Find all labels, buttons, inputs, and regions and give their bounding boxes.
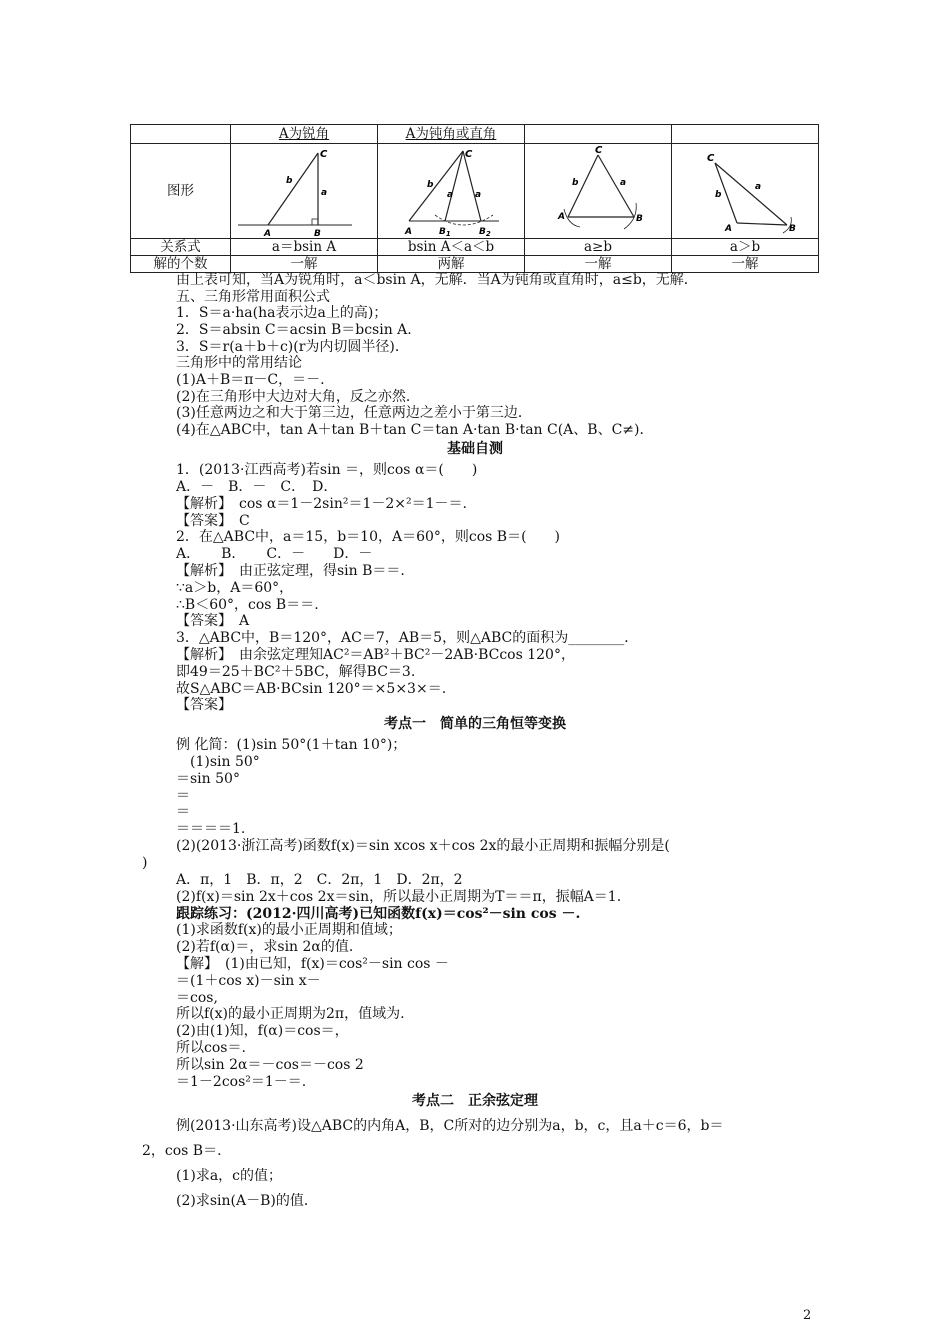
text-line: 1．S＝a·ha(ha表示边a上的高)；: [176, 305, 388, 321]
svg-text:C: C: [320, 149, 328, 160]
text-line: A． B． C．－ D．－: [176, 546, 373, 562]
svg-text:b: b: [715, 190, 722, 200]
solution-count-cell: 一解: [231, 256, 378, 273]
section-heading-basic: 基础自测: [447, 441, 503, 457]
section-heading-topic1: 考点一 简单的三角恒等变换: [384, 716, 566, 732]
relation-cell: a＝bsin A: [231, 239, 378, 256]
svg-text:A: A: [558, 212, 565, 222]
text-line: 故S△ABC＝AB·BCsin 120°＝×5×3×＝.: [176, 681, 447, 697]
text-line: ＝sin 50°: [176, 771, 240, 787]
relation-cell: bsin A＜a＜b: [378, 239, 525, 256]
svg-text:A: A: [725, 224, 732, 234]
text-line: 由上表可知，当A为锐角时，a＜bsin A，无解．当A为钝角或直角时，a≤b，无解．: [176, 272, 698, 288]
svg-text:b: b: [286, 176, 293, 186]
svg-text:B: B: [636, 214, 643, 224]
text-line: (1)A＋B＝π－C，＝－.: [176, 372, 325, 388]
triangle-figure-1: [234, 145, 374, 237]
table-header-acute: A为锐角: [231, 125, 378, 144]
text-line: 所以sin 2α＝－cos＝－cos 2: [176, 1057, 364, 1073]
text-line: 五、三角形常用面积公式: [176, 289, 330, 305]
text-line: (2)由(1)知，f(α)＝cos＝，: [176, 1023, 349, 1039]
svg-text:B1: $B_1$: [439, 227, 451, 237]
svg-text:A: A: [405, 227, 412, 237]
text-line: 【答案】 A: [176, 613, 250, 629]
svg-text:B: B: [314, 229, 321, 237]
text-line: (1)sin 50°: [176, 754, 260, 770]
relation-cell: a＞b: [672, 239, 819, 256]
table-header-cell: [525, 125, 672, 144]
figure-a-ge-b: [525, 144, 672, 239]
svg-text:b: b: [572, 178, 579, 188]
text-line: 所以f(x)的最小正周期为2π，值域为.: [176, 1006, 405, 1022]
section-heading-topic2: 考点二 正余弦定理: [412, 1093, 538, 1109]
text-line: 1．(2013·江西高考)若sin ＝，则cos α＝( ): [176, 462, 478, 478]
figure-acute-one-solution: [231, 144, 378, 239]
text-line: 【解析】 cos α＝1－2sin²＝1－2×²＝1－＝.: [176, 496, 467, 512]
text-line: ＝＝＝＝1.: [176, 821, 246, 837]
text-line: (2)在三角形中大边对大角，反之亦然．: [176, 389, 420, 405]
svg-text:a: a: [620, 178, 627, 188]
text-line: 三角形中的常用结论: [176, 355, 302, 371]
svg-text:a: a: [755, 182, 762, 192]
relation-cell: a≥b: [525, 239, 672, 256]
triangle-figure-3: [528, 145, 668, 237]
svg-text:b: b: [427, 180, 434, 190]
text-line: 所以cos＝.: [176, 1040, 246, 1056]
text-line: (1)求函数f(x)的最小正周期和值域；: [176, 922, 402, 938]
text-line: ＝1－2cos²＝1－＝.: [176, 1074, 307, 1090]
svg-text:C: C: [707, 153, 715, 164]
svg-text:B: B: [789, 224, 796, 234]
text-line: ∵a＞b，A＝60°，: [176, 580, 294, 596]
text-line: 例 化简：(1)sin 50°(1＋tan 10°)；: [176, 737, 407, 753]
table-header-obtuse: A为钝角或直角: [378, 125, 525, 144]
solution-count-cell: 两解: [378, 256, 525, 273]
text-line: 跟踪练习：(2012·四川高考)已知函数f(x)＝cos²－sin cos －.: [176, 906, 581, 922]
text-line: 2，cos B＝.: [142, 1143, 222, 1159]
text-line: 【解】 (1)由已知，f(x)＝cos²－sin cos －: [176, 956, 449, 972]
triangle-figure-2: [381, 145, 521, 237]
text-line: 【解析】 由正弦定理，得sin B＝＝.: [176, 563, 405, 579]
solution-count-cell: 一解: [672, 256, 819, 273]
text-line: 2．在△ABC中，a＝15，b＝10，A＝60°，则cos B＝( ): [176, 529, 561, 545]
text-line: (2)求sin(A－B)的值．: [176, 1193, 318, 1209]
table-header-cell: [672, 125, 819, 144]
text-line: A．π，1 B．π，2 C．2π，1 D．2π，2: [176, 872, 463, 888]
text-line: ＝: [176, 788, 190, 804]
relation-label: 关系式: [131, 239, 231, 256]
svg-text:a: a: [321, 188, 328, 198]
table-header-cell: [131, 125, 231, 144]
text-line: 3．△ABC中，B＝120°，AC＝7，AB＝5，则△ABC的面积为________．: [176, 630, 639, 646]
page-number: 2: [803, 1308, 812, 1323]
text-line: (2)若f(α)＝，求sin 2α的值．: [176, 939, 363, 955]
triangle-cases-table: [130, 124, 819, 273]
text-line: 【解析】 由余弦定理知AC²＝AB²＋BC²－2AB·BCcos 120°，: [176, 647, 575, 663]
triangle-figure-4: [675, 145, 815, 237]
figure-acute-two-solutions: [378, 144, 525, 239]
text-line: 【答案】: [176, 697, 232, 713]
svg-text:A: A: [264, 229, 271, 237]
solution-count-label: 解的个数: [131, 256, 231, 273]
text-line: (4)在△ABC中，tan A＋tan B＋tan C＝tan A·tan B·tan C(A、B、C≠)．: [176, 422, 654, 438]
text-line: ∴B＜60°，cos B＝＝.: [176, 597, 319, 613]
svg-text:B2: $B_2$: [479, 227, 491, 237]
text-line: ＝cos,: [176, 990, 218, 1006]
text-line: (1)求a，c的值；: [176, 1168, 283, 1184]
solution-count-cell: 一解: [525, 256, 672, 273]
text-line: ＝: [176, 804, 190, 820]
text-line: 例(2013·山东高考)设△ABC的内角A，B，C所对的边分别为a，b，c，且a＋c＝6，b＝: [176, 1118, 724, 1134]
text-line: A．－ B．－ C． D．: [176, 479, 338, 495]
svg-text:a: a: [475, 190, 482, 200]
text-line: (2)f(x)＝sin 2x＋cos 2x＝sin，所以最小正周期为T＝＝π，振幅A＝1.: [176, 889, 622, 905]
text-line: 【答案】 C: [176, 513, 250, 529]
figure-a-gt-b: [672, 144, 819, 239]
svg-text:C: C: [595, 145, 603, 156]
text-line: 3．S＝r(a＋b＋c)(r为内切圆半径)．: [176, 339, 409, 355]
text-line: ): [142, 855, 148, 871]
fig-row-label: 图形: [131, 144, 231, 239]
text-line: (3)任意两边之和大于第三边，任意两边之差小于第三边．: [176, 405, 532, 421]
text-line: ＝(1＋cos x)－sin x－: [176, 973, 321, 989]
text-line: 2．S＝absin C＝acsin B＝bcsin A.: [176, 322, 412, 338]
text-line: (2)(2013·浙江高考)函数f(x)＝sin xcos x＋cos 2x的最小正周期和振幅分别是(: [176, 838, 670, 854]
svg-text:C: C: [465, 149, 473, 160]
svg-text:a: a: [447, 190, 454, 200]
text-line: 即49＝25＋BC²＋5BC，解得BC＝3.: [176, 664, 416, 680]
